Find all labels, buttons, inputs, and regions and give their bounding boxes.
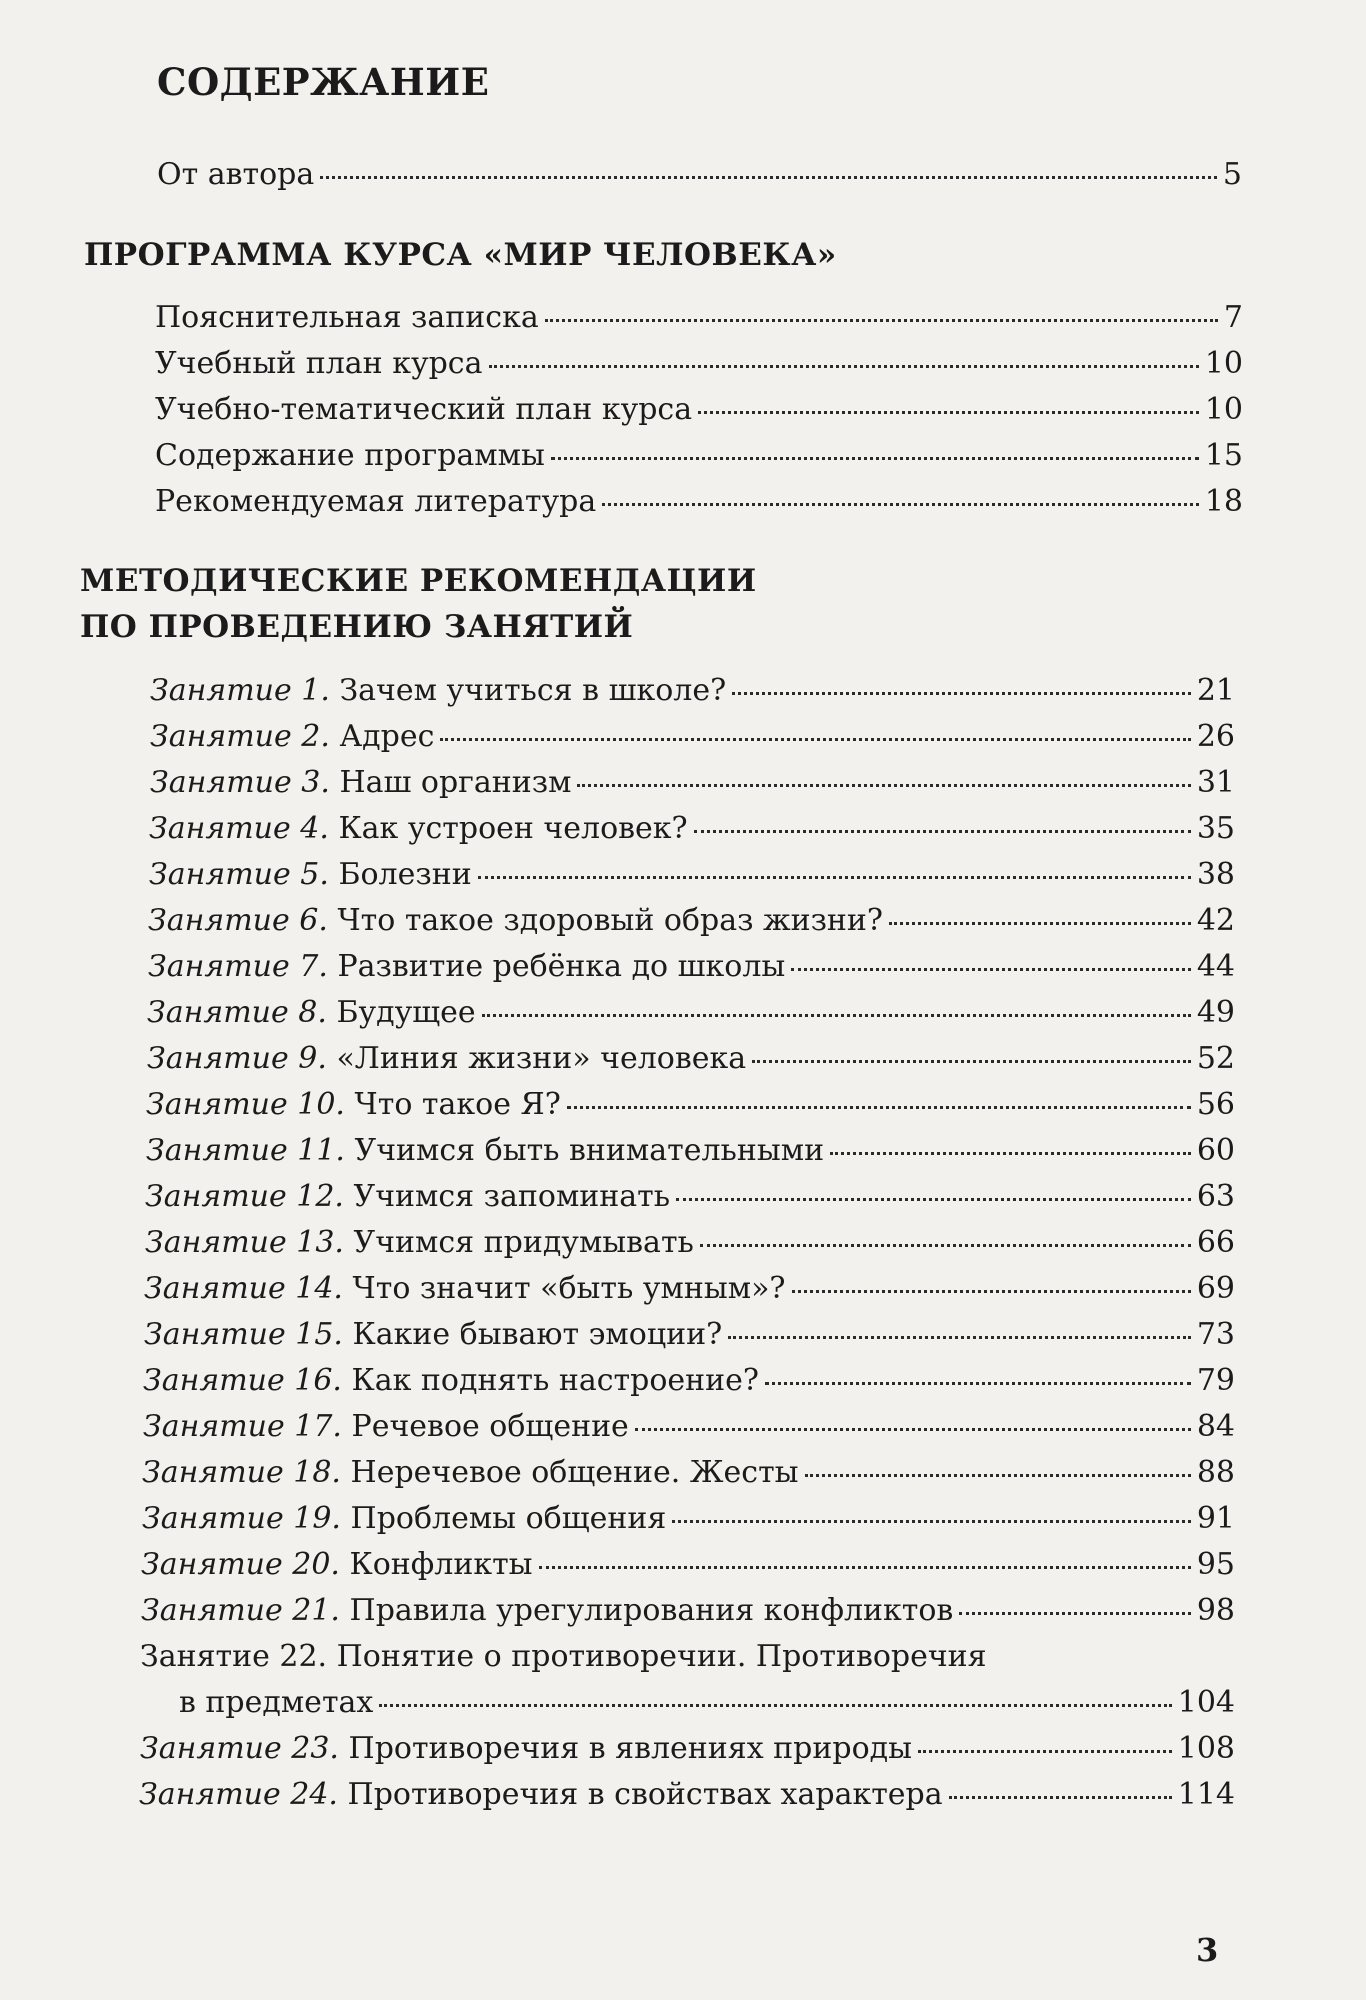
toc-entry-page: 21 [1196, 673, 1235, 708]
lesson-label: Занятие 20. [141, 1547, 340, 1582]
toc-entry-title: Учебно-тематический план курса [155, 392, 693, 427]
toc-entry-page: 56 [1196, 1087, 1235, 1122]
lesson-title: Болезни [338, 857, 472, 892]
lesson-title: Противоречия в явлениях природы [348, 1731, 912, 1766]
toc-entry-lesson[interactable] [140, 1731, 1235, 1766]
method-heading-line2: ПО ПРОВЕДЕНИЮ ЗАНЯТИЙ [80, 609, 634, 645]
toc-entry-lesson[interactable] [147, 1041, 1235, 1076]
toc-entry-page: 26 [1196, 719, 1235, 754]
lesson-title: Учимся запоминать [353, 1179, 671, 1214]
leader-dots [694, 830, 1191, 833]
leader-dots [602, 503, 1199, 506]
lesson-title: Правила урегулирования конфликтов [349, 1593, 954, 1628]
toc-entry-page: 91 [1196, 1501, 1235, 1536]
lesson-label: Занятие 19. [142, 1501, 341, 1536]
toc-entry-page: 108 [1177, 1731, 1235, 1766]
toc-entry-lesson[interactable] [150, 719, 1235, 754]
lesson-label: Занятие 14. [144, 1271, 343, 1306]
toc-entry-page: 35 [1196, 811, 1235, 846]
lesson-title: Понятие о противоречии. Противоречия [336, 1639, 987, 1674]
leader-dots [805, 1474, 1191, 1477]
toc-entry-lesson[interactable] [142, 1501, 1235, 1536]
toc-entry-page: 73 [1196, 1317, 1235, 1352]
leader-dots [672, 1520, 1191, 1523]
lesson-title: Как поднять настроение? [351, 1363, 759, 1398]
contents-title: СОДЕРЖАНИЕ [157, 60, 490, 104]
leader-dots [545, 319, 1218, 322]
lesson-label: Занятие 22. [140, 1639, 328, 1674]
lesson-label: Занятие 9. [147, 1041, 327, 1076]
lesson-title: Что значит «быть умным»? [352, 1271, 786, 1306]
toc-entry-page: 88 [1196, 1455, 1235, 1490]
lesson-title: Что такое Я? [354, 1087, 561, 1122]
lesson-label: Занятие 13. [145, 1225, 344, 1260]
leader-dots [830, 1152, 1191, 1155]
lesson-label: Занятие 24. [139, 1777, 338, 1812]
toc-entry-lesson[interactable] [143, 1363, 1235, 1398]
toc-entry-lesson[interactable] [150, 673, 1235, 708]
leader-dots [440, 738, 1190, 741]
lesson-title: Развитие ребёнка до школы [337, 949, 786, 984]
lesson-label: Занятие 7. [148, 949, 328, 984]
lesson-label: Занятие 10. [146, 1087, 345, 1122]
lesson-title: Проблемы общения [350, 1501, 667, 1536]
lesson-label: Занятие 17. [143, 1409, 342, 1444]
leader-dots [482, 1014, 1191, 1017]
lesson-label: Занятие 6. [148, 903, 328, 938]
toc-entry-lesson[interactable] [148, 949, 1235, 984]
toc-entry-page: 5 [1222, 157, 1242, 192]
leader-dots [889, 922, 1191, 925]
leader-dots [698, 411, 1199, 414]
lesson-title: Зачем учиться в школе? [339, 673, 727, 708]
toc-entry-page: 18 [1204, 484, 1243, 519]
toc-entry-lesson[interactable] [141, 1547, 1235, 1582]
toc-entry-lesson[interactable] [149, 811, 1235, 846]
lesson-label: Занятие 16. [143, 1363, 342, 1398]
lesson-label: Занятие 1. [150, 673, 330, 708]
toc-entry-lesson[interactable] [142, 1455, 1235, 1490]
toc-entry-program[interactable] [155, 346, 1243, 381]
toc-entry-lesson-first-line[interactable] [140, 1639, 987, 1674]
toc-entry-program[interactable] [155, 392, 1243, 427]
leader-dots [478, 876, 1191, 879]
leader-dots [577, 784, 1190, 787]
method-heading-line1: МЕТОДИЧЕСКИЕ РЕКОМЕНДАЦИИ [80, 563, 757, 599]
toc-entry-title: Пояснительная записка [155, 300, 539, 335]
lesson-title: «Линия жизни» человека [336, 1041, 747, 1076]
leader-dots [959, 1612, 1191, 1615]
toc-entry-page: 49 [1196, 995, 1235, 1030]
toc-entry-page: 104 [1177, 1685, 1235, 1720]
leader-dots [635, 1428, 1191, 1431]
toc-entry-page: 66 [1196, 1225, 1235, 1260]
leader-dots [379, 1704, 1171, 1707]
lesson-label: Занятие 21. [141, 1593, 340, 1628]
lesson-title-continuation: в предметах [179, 1685, 374, 1720]
toc-entry-author[interactable] [157, 157, 1242, 192]
toc-entry-lesson[interactable] [147, 995, 1235, 1030]
leader-dots [676, 1198, 1191, 1201]
lesson-label: Занятие 12. [145, 1179, 344, 1214]
leader-dots [489, 365, 1199, 368]
lesson-title: Конфликты [349, 1547, 533, 1582]
toc-entry-program[interactable] [155, 484, 1243, 519]
lesson-title: Учимся придумывать [353, 1225, 694, 1260]
toc-entry-program[interactable] [155, 438, 1243, 473]
lesson-title: Наш организм [339, 765, 572, 800]
toc-entry-page: 98 [1196, 1593, 1235, 1628]
toc-entry-title: Учебный план курса [155, 346, 483, 381]
lesson-title: Как устроен человек? [338, 811, 688, 846]
leader-dots [567, 1106, 1191, 1109]
lesson-title: Будущее [336, 995, 476, 1030]
lesson-title: Учимся быть внимательными [354, 1133, 825, 1168]
toc-entry-page: 42 [1196, 903, 1235, 938]
lesson-label: Занятие 15. [144, 1317, 343, 1352]
toc-entry-page: 10 [1204, 346, 1243, 381]
toc-entry-lesson[interactable] [139, 1777, 1235, 1812]
toc-entry-lesson[interactable] [148, 903, 1235, 938]
lesson-label: Занятие 11. [146, 1133, 345, 1168]
toc-entry-lesson[interactable] [144, 1317, 1235, 1352]
toc-entry-lesson[interactable] [179, 1685, 1235, 1720]
toc-entry-page: 38 [1196, 857, 1235, 892]
toc-entry-page: 60 [1196, 1133, 1235, 1168]
toc-entry-lesson[interactable] [145, 1225, 1235, 1260]
lesson-label: Занятие 2. [150, 719, 330, 754]
leader-dots [320, 176, 1217, 179]
program-heading: ПРОГРАММА КУРСА «МИР ЧЕЛОВЕКА» [84, 237, 837, 273]
lesson-label: Занятие 18. [142, 1455, 341, 1490]
leader-dots [752, 1060, 1191, 1063]
lesson-label: Занятие 5. [149, 857, 329, 892]
lesson-title: Что такое здоровый образ жизни? [337, 903, 884, 938]
lesson-title: Какие бывают эмоции? [352, 1317, 723, 1352]
lesson-label: Занятие 8. [147, 995, 327, 1030]
toc-entry-page: 84 [1196, 1409, 1235, 1444]
lesson-title: Неречевое общение. Жесты [350, 1455, 799, 1490]
lesson-title: Противоречия в свойствах характера [347, 1777, 943, 1812]
toc-entry-page: 79 [1196, 1363, 1235, 1398]
toc-entry-lesson[interactable] [149, 857, 1235, 892]
toc-entry-page: 114 [1177, 1777, 1235, 1812]
toc-entry-page: 63 [1196, 1179, 1235, 1214]
lesson-label: Занятие 4. [149, 811, 329, 846]
leader-dots [949, 1796, 1172, 1799]
leader-dots [918, 1750, 1172, 1753]
lesson-label: Занятие 23. [140, 1731, 339, 1766]
toc-entry-lesson[interactable] [144, 1271, 1235, 1306]
toc-entry-page: 69 [1196, 1271, 1235, 1306]
toc-entry-lesson[interactable] [146, 1087, 1235, 1122]
toc-entry-lesson[interactable] [150, 765, 1235, 800]
toc-entry-title: Рекомендуемая литература [155, 484, 597, 519]
toc-entry-page: 7 [1223, 300, 1243, 335]
toc-entry-page: 15 [1204, 438, 1243, 473]
lesson-title: Адрес [339, 719, 435, 754]
toc-entry-program[interactable] [155, 300, 1243, 335]
leader-dots [539, 1566, 1191, 1569]
leader-dots [792, 1290, 1191, 1293]
leader-dots [551, 457, 1199, 460]
toc-entry-lesson[interactable] [141, 1593, 1235, 1628]
toc-entry-page: 52 [1196, 1041, 1235, 1076]
toc-entry-page: 10 [1204, 392, 1243, 427]
toc-entry-lesson[interactable] [145, 1179, 1235, 1214]
leader-dots [765, 1382, 1191, 1385]
leader-dots [732, 692, 1191, 695]
leader-dots [728, 1336, 1191, 1339]
lesson-label: Занятие 3. [150, 765, 330, 800]
leader-dots [791, 968, 1191, 971]
toc-entry-lesson[interactable] [143, 1409, 1235, 1444]
toc-entry-page: 31 [1196, 765, 1235, 800]
leader-dots [700, 1244, 1191, 1247]
toc-entry-page: 44 [1196, 949, 1235, 984]
page-number: 3 [1196, 1931, 1219, 1969]
lesson-title: Речевое общение [351, 1409, 629, 1444]
toc-entry-title: От автора [157, 157, 315, 192]
toc-entry-page: 95 [1196, 1547, 1235, 1582]
toc-entry-lesson[interactable] [146, 1133, 1235, 1168]
toc-entry-title: Содержание программы [155, 438, 545, 473]
